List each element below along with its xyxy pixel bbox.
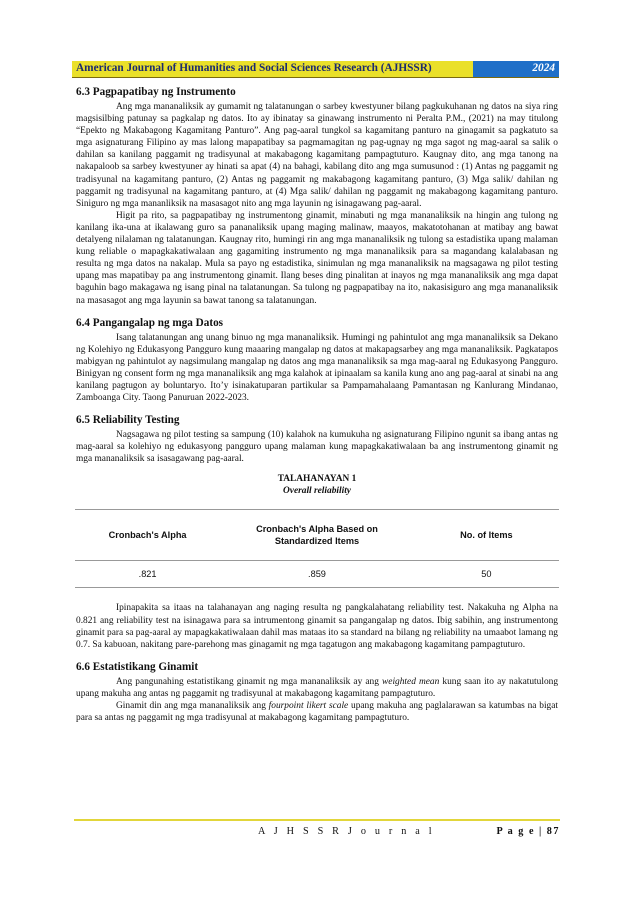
reliability-table (75, 509, 559, 588)
journal-title: American Journal of Humanities and Social Sciences Research (AJHSSR) (76, 62, 432, 74)
column-header: No. of Items (414, 510, 559, 561)
table-cell: .859 (220, 561, 414, 588)
paragraph: Ginamit din ang mga mananaliksik ang fourpoint likert scale upang makuha ang paglalarawan sa katumbas na bigat para sa antas ng paggamit ng mga tradisyunal at makabagong kagamitang pampagtuturo. (76, 701, 558, 724)
column-header: Cronbach's Alpha Based on Standardized Items (220, 510, 414, 561)
table-row (75, 561, 559, 588)
section-heading-6-5: 6.5 Reliability Testing (76, 414, 180, 427)
paragraph: Ang mga mananaliksik ay gumamit ng talatanungan o sarbey kwestyuner bilang pagkukuhanan ng datos na siya ring magsisilbing patunay sa pagkalap ng datos. Ito ay ibinatay sa ginawang instrumento ni Peralta P.M., (2021) na may titulong “Epekto ng Makabagong Kagamitang Panturo”. Ang pag-aaral tungkol sa kagamitang panturo na ginagamit sa pagkatuto sa mga asignaturang Filipino ay mas lalong mapapatibay sa pagmamagitan ng pag-ugnay ng mga sagot ng mag-aaral sa salik o dahilan sa kanilang paggamit ng tradisyunal at makabagong kagamitang pampagtuturo. Kaugnay dito, ang mga tanong na nakapaloob sa sarbey kwestyuner ay hinati sa apat (4) na bahagi, kabilang dito ang mga sumusunod : (1) Antas ng paggamit ng tradisyunal na kagamitang panturo, (2) Antas ng paggamit ng makabagong kagamitang panturo, (3) Mga salik/ dahilan ng paggamit ng tradisyunal na kagamitang panturo, at (4) Mga salik/ dahilan ng paggamit ng makabagong kagamitang panturo. Siniguro ng mga mananliksik na masasagot nito ang mga layunin ng isinagawang pag-aaral. (76, 102, 558, 209)
emphasis-term: weighted mean (382, 676, 440, 687)
paragraph: Isang talatanungan ang unang binuo ng mga mananaliksik. Humingi ng pahintulot ang mga mananaliksik sa Dekano ng Kolehiyo ng Edukasyong Pangguro kung maaaring mangalap ng datos at makapagsarbey ang mga mananaliksik. Pagkatapos mabigyan ng pahintulot ay nagsimulang mangalap ng datos ang mga mananaliksik sa mga mag-aaral ng Edukasyong Pangguro. Binigyan ng consent form ng mga mananaliksik ang mga kalahok at ipinaalam sa kanila kung ano ang pag-aaral at sinabi na ang kanilang pagtugon ay boluntaryo. Ito’y isinakatuparan partikular sa Pampamahalaang Pamantasan ng Kanlurang Mindanao, Zamboanga City. Taong Panuruan 2022-2023. (76, 332, 558, 404)
section-heading-6-4: 6.4 Pangangalap ng mga Datos (76, 316, 224, 329)
footer-rule (74, 819, 560, 821)
table-cell: .821 (75, 561, 220, 588)
table-cell: 50 (414, 561, 559, 588)
journal-header (72, 61, 559, 78)
article-body (76, 86, 558, 724)
table-subtitle: Overall reliability (283, 486, 351, 497)
paragraph: Ang pangunahing estatistikang ginamit ng mga mananaliksik ay ang weighted mean kung saan ito ay nakatutulong upang makuha ang antas ng paggamit ng tradisyunal at makabagong kagamitang pampagtuturo. (76, 676, 559, 699)
table-header-row (75, 510, 559, 561)
page-number: P a g e | 87 (496, 826, 560, 837)
section-heading-6-3: 6.3 Pagpapatibay ng Instrumento (76, 86, 236, 98)
journal-year: 2024 (532, 62, 555, 74)
paragraph: Nagsagawa ng pilot testing sa sampung (10) kalahok na kumukuha ng asignaturang Filipino ngunit sa ibang antas ng mag-aaral sa kolehiyo ng edukasyong pangguro upang malaman kung mapagkakatiwalaan ba ang instrumentong ginamit ng mga mananaliksik sa isasagawang pag-aaral. (76, 430, 558, 465)
column-header: Cronbach's Alpha (75, 510, 220, 561)
paragraph: Ipinapakita sa itaas na talahanayan ang naging resulta ng pangkalahatang reliability test. Nakakuha ng Alpha na 0.821 ang reliability test na isinagawa para sa intrumentong ginamit sa pangangalap ng datos. Ibig sabihin, ang instrumentong ginamit para sa pag-aaral ay mapagkakatiwalaan dahil mas mataas ito sa standard na bilang ng reliability na umaabot lamang ng 0.7. Sa kabuoan, nakitang pare-parehong mas ginagamit ng mga tagatugon ang makabagong kagamitang pampagtuturo. (76, 603, 558, 650)
year-box (473, 61, 559, 77)
section-heading-6-6: 6.6 Estatistikang Ginamit (76, 660, 199, 673)
emphasis-term: fourpoint likert scale (268, 701, 349, 711)
footer-journal: A J H S S R J o u r n a l (258, 826, 435, 837)
paragraph: Higit pa rito, sa pagpapatibay ng instrumentong ginamit, minabuti ng mga mananaliksik na hingin ang tulong ng kanilang ika-una at ikalawang guro sa pananaliksik upang maging malinaw, maayos, makatotohanan at matibay ang bawat detalyeng nilalaman ng talatanungan. Kaugnay rito, humingi rin ang mga mananaliksik ng tulong sa estadistika upang malaman kung reliable o mapagkakatiwalaan ang gagamiting instrumento ng mga mananaliksik para sa magandang kalalabasan ng resulta ng mga datos na nakalap. Mula sa payo ng estadistika, sinimulan ng mga mananaliksik na magsagawa ng pilot testing upang mas mapatibay pa ang instrumentong ginamit. Ilang beses ding pinalitan at inayos ng mga mananaliksik ang mga dapat baguhin bago makagawa ng isang pinal na talatanungan. Sa tulong ng pagpapatibay na ito, nakasisiguro ang mga mananaliksik na masasagot ang mga layunin sa bawat tanong sa talatanungan. (76, 210, 558, 306)
table-title: TALAHANAYAN 1 (277, 474, 357, 485)
